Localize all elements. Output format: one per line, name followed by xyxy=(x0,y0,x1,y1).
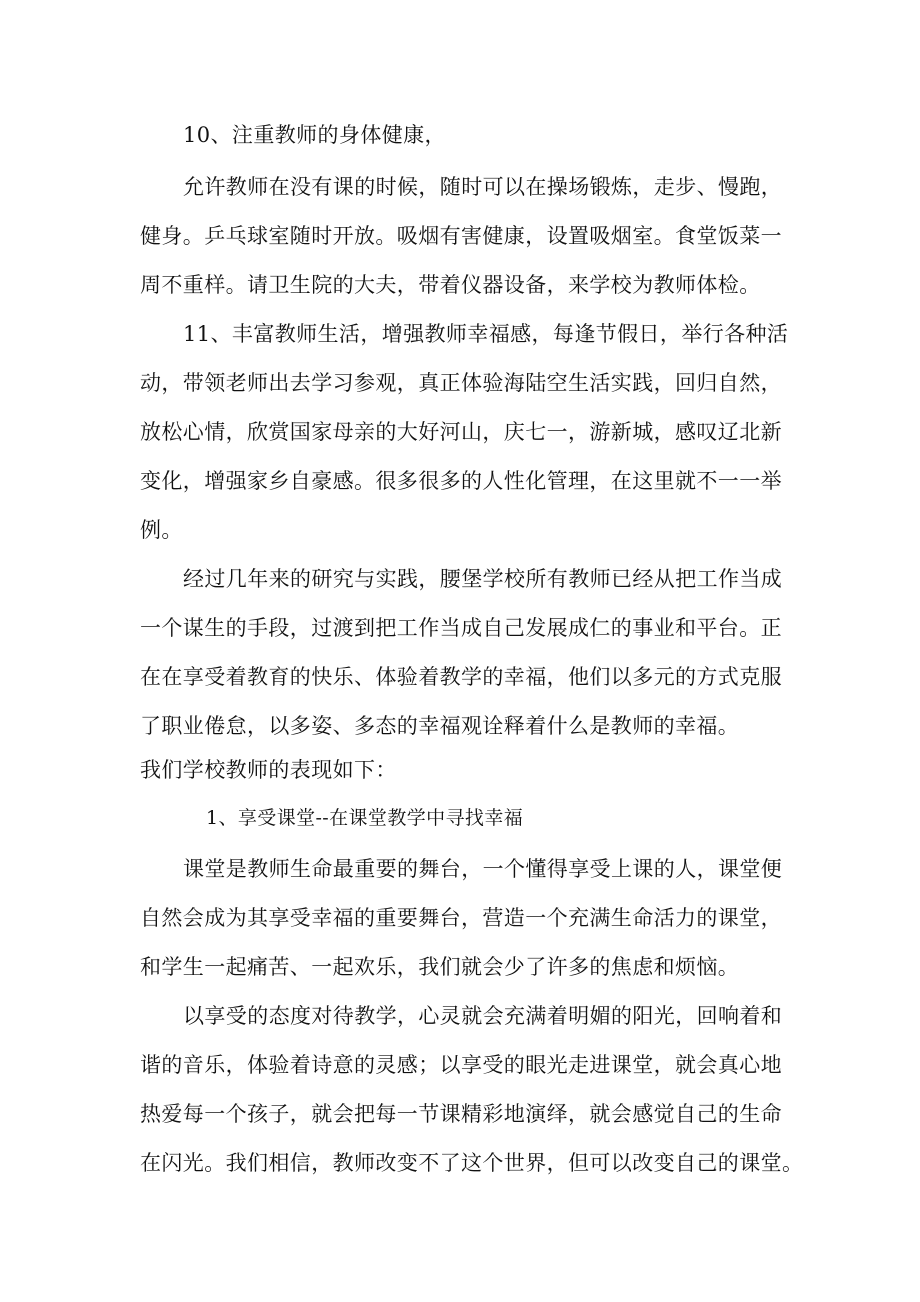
text-line: 自然会成为其享受幸福的重要舞台，营造一个充满生命活力的课堂， xyxy=(140,906,782,930)
text-line: 课堂是教师生命最重要的舞台，一个懂得享受上课的人，课堂便 xyxy=(183,857,783,881)
heading-life: 11、丰富教师生活，增强教师幸福感，每逢节假日，举行各种活 xyxy=(183,322,789,346)
text-line: 了职业倦怠，以多姿、多态的幸福观诠释着什么是教师的幸福。 xyxy=(140,714,740,738)
text-line: 以享受的态度对待教学，心灵就会充满着明媚的阳光，回响着和 xyxy=(183,1004,783,1028)
text-line: 变化，增强家乡自豪感。很多很多的人性化管理，在这里就不一一举 xyxy=(140,469,782,493)
text-line: 放松心情，欣赏国家母亲的大好河山，庆七一，游新城，感叹辽北新 xyxy=(140,420,782,444)
text-line: 和学生一起痛苦、一起欢乐，我们就会少了许多的焦虑和烦恼。 xyxy=(140,955,740,979)
text-line: 健身。乒乓球室随时开放。吸烟有害健康，设置吸烟室。食堂饭菜一 xyxy=(140,224,782,248)
text-line: 在闪光。我们相信，教师改变不了这个世界，但可以改变自己的课堂。 xyxy=(140,1151,804,1175)
section-heading-classroom: 1、享受课堂--在课堂教学中寻找幸福 xyxy=(206,807,524,829)
text-line: 例。 xyxy=(140,518,183,542)
text-line: 动，带领老师出去学习参观，真正体验海陆空生活实践，回归自然， xyxy=(140,371,782,395)
text-line: 经过几年来的研究与实践，腰堡学校所有教师已经从把工作当成 xyxy=(183,567,783,591)
text-line: 允许教师在没有课的时候，随时可以在操场锻炼，走步、慢跑， xyxy=(183,175,783,199)
text-line: 在在享受着教育的快乐、体验着教学的幸福，他们以多元的方式克服 xyxy=(140,665,782,689)
text-line: 谐的音乐，体验着诗意的灵感；以享受的眼光走进课堂，就会真心地 xyxy=(140,1053,782,1077)
text-line: 周不重样。请卫生院的大夫，带着仪器设备，来学校为教师体检。 xyxy=(140,273,761,297)
text-line: 一个谋生的手段，过渡到把工作当成自己发展成仁的事业和平台。正 xyxy=(140,616,782,640)
heading-health: 10、注重教师的身体健康， xyxy=(183,123,446,147)
text-line: 我们学校教师的表现如下： xyxy=(140,758,397,782)
text-line: 热爱每一个孩子，就会把每一节课精彩地演绎，就会感觉自己的生命 xyxy=(140,1102,782,1126)
